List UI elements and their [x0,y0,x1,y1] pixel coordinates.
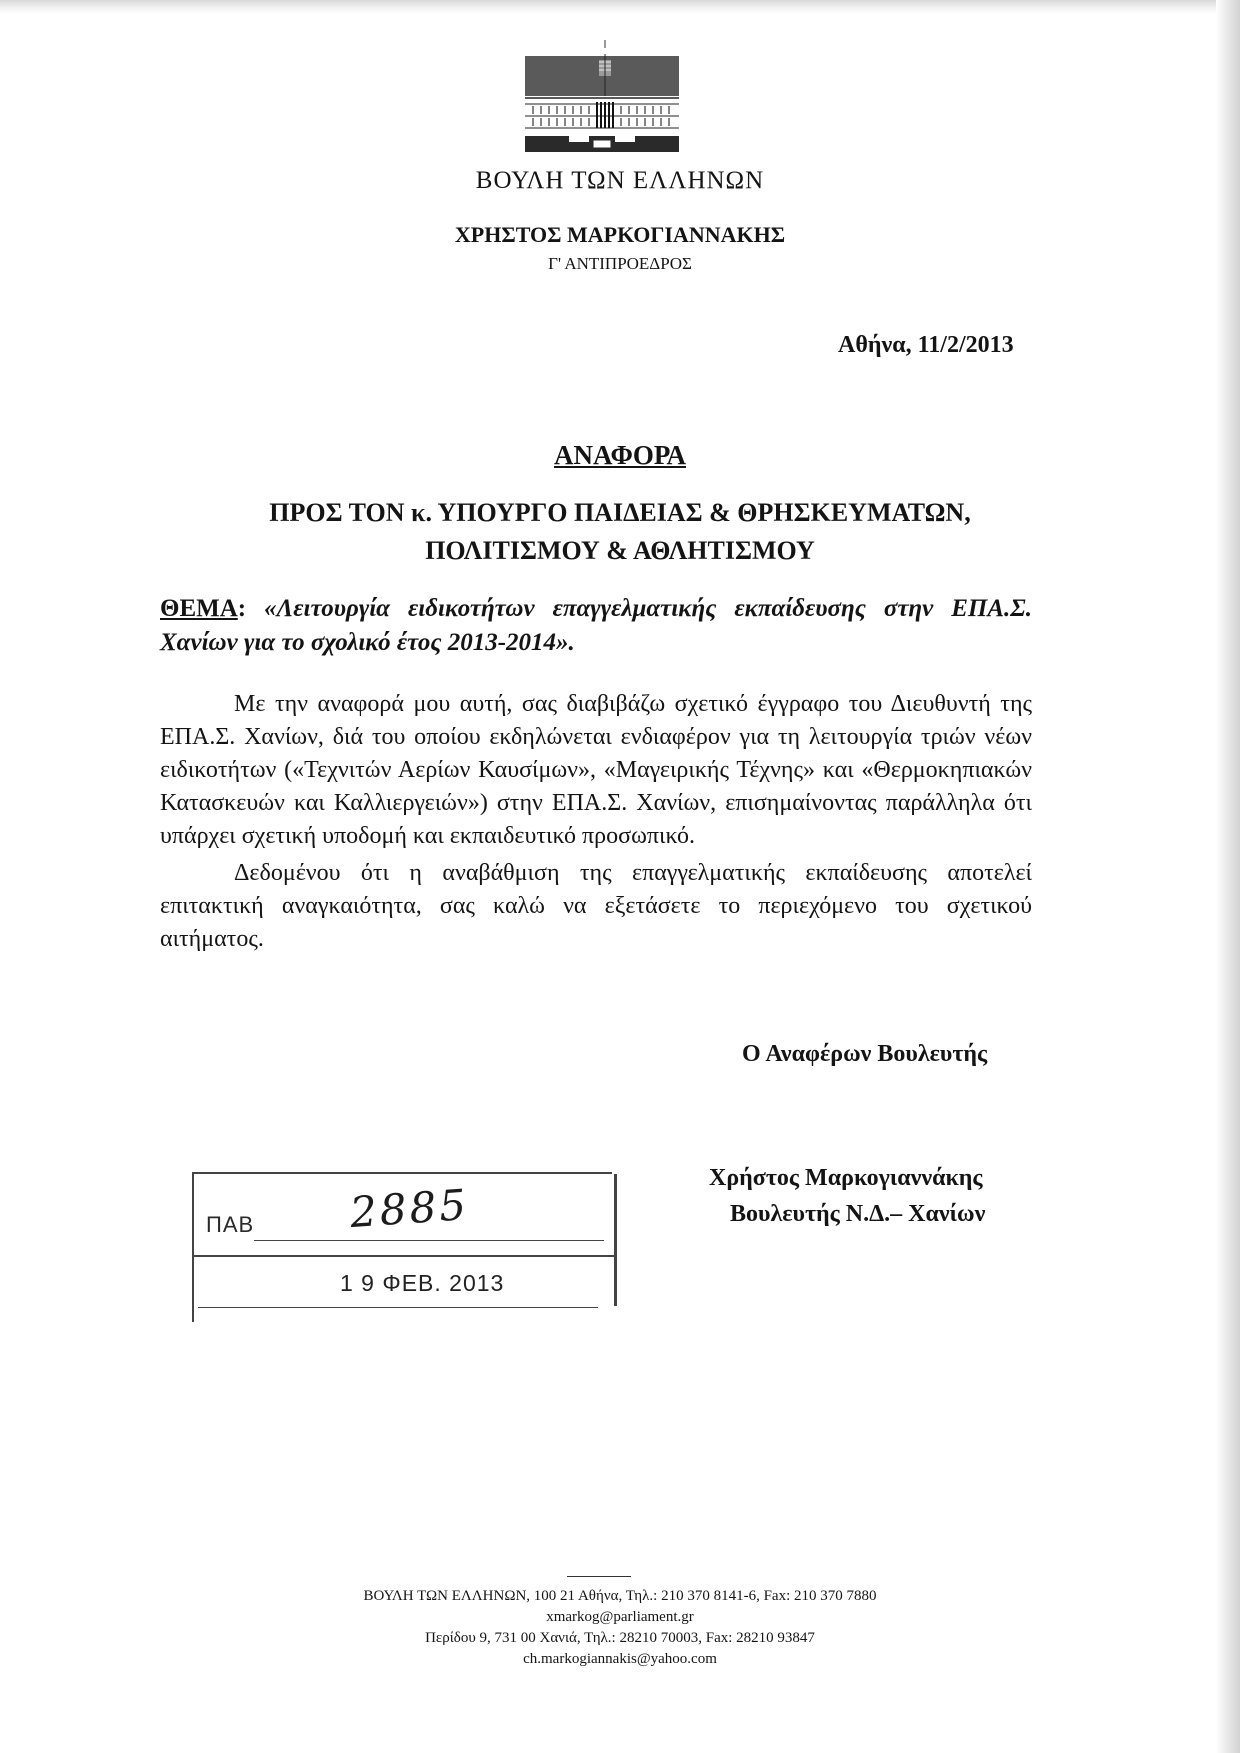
recipient-line-1: ΠΡΟΣ ΤΟΝ κ. ΥΠΟΥΡΓΟ ΠΑΙΔΕΙΑΣ & ΘΡΗΣΚΕΥΜΑΤΩΝ, [269,498,971,527]
scan-edge-top [0,0,1240,14]
document-date: Αθήνα, 11/2/2013 [838,332,1014,358]
registry-stamp [192,1172,622,1328]
body-text [160,688,1032,956]
footer [0,1586,1240,1670]
stamp-protocol-number: 2885 [348,1179,471,1238]
recipient [200,494,1040,570]
stamp-border-right [614,1174,617,1306]
parliament-logo [523,40,681,158]
body-paragraph-2: Δεδομένου ότι η αναβάθμιση της επαγγελματικής εκπαίδευσης αποτελεί επιτακτική αναγκαιότητα, σας καλώ να εξετάσετε το περιεχόμενο του σχετικού αιτήματος. [160,860,1032,952]
subject-separator: : [237,595,265,622]
footer-address-athens: ΒΟΥΛΗ ΤΩΝ ΕΛΛΗΝΩΝ, 100 21 Αθήνα, Τηλ.: 210 370 8141-6, Fax: 210 370 7880 [363,1588,877,1604]
stamp-border-left [192,1172,194,1322]
subject-label: ΘΕΜΑ [160,595,238,622]
document-title: ΑΝΑΦΟΡΑ [554,440,686,470]
stamp-border-top [192,1172,612,1174]
stamp-number-rule [254,1240,604,1241]
footer-rule [567,1576,631,1577]
mp-role: Γ' ΑΝΤΙΠΡΟΕΔΡΟΣ [548,254,692,273]
stamp-date: 1 9 ΦΕΒ. 2013 [340,1270,505,1296]
signatory-name: Χρήστος Μαρκογιαννάκης [709,1165,983,1191]
stamp-date-rule [198,1307,598,1308]
stamp-divider [192,1255,614,1257]
footer-email-parliament: xmarkog@parliament.gr [546,1609,694,1625]
mp-name: ΧΡΗΣΤΟΣ ΜΑΡΚΟΓΙΑΝΝΑΚΗΣ [454,222,786,247]
house-name: ΒΟΥΛΗ ΤΩΝ ΕΛΛΗΝΩΝ [475,167,765,194]
body-paragraph-1: Με την αναφορά μου αυτή, σας διαβιβάζω σχετικό έγγραφο του Διευθυντή της ΕΠΑ.Σ. Χανίων, διά του οποίου εκδηλώνεται ενδιαφέρον για τη λειτουργία τριών νέων ειδικοτήτων («Τεχνιτών Αερίων Καυσίμων», «Μαγειρικής Τέχνης» και «Θερμοκηπιακών Κατασκευών και Καλλιεργειών») στην ΕΠΑ.Σ. Χανίων, επισημαίνοντας παράλληλα ότι υπάρχει σχετική υποδομή και εκπαιδευτικό προσωπικό. [160,691,1032,849]
subject [160,592,1032,660]
recipient-line-2: ΠΟΛΙΤΙΣΜΟΥ & ΑΘΛΗΤΙΣΜΟΥ [425,536,815,565]
footer-address-chania: Περίδου 9, 731 00 Χανιά, Τηλ.: 28210 70003, Fax: 28210 93847 [425,1630,815,1646]
closing-line: Ο Αναφέρων Βουλευτής [742,1041,988,1067]
stamp-prefix: ΠΑΒ [206,1212,255,1237]
footer-email-personal: ch.markogiannakis@yahoo.com [523,1651,717,1667]
signatory-role: Βουλευτής Ν.Δ.– Χανίων [730,1201,986,1227]
subject-text: «Λειτουργία ειδικοτήτων επαγγελματικής εκπαίδευσης στην ΕΠΑ.Σ. Χανίων για το σχολικό έτος 2013-2014». [160,595,1033,656]
